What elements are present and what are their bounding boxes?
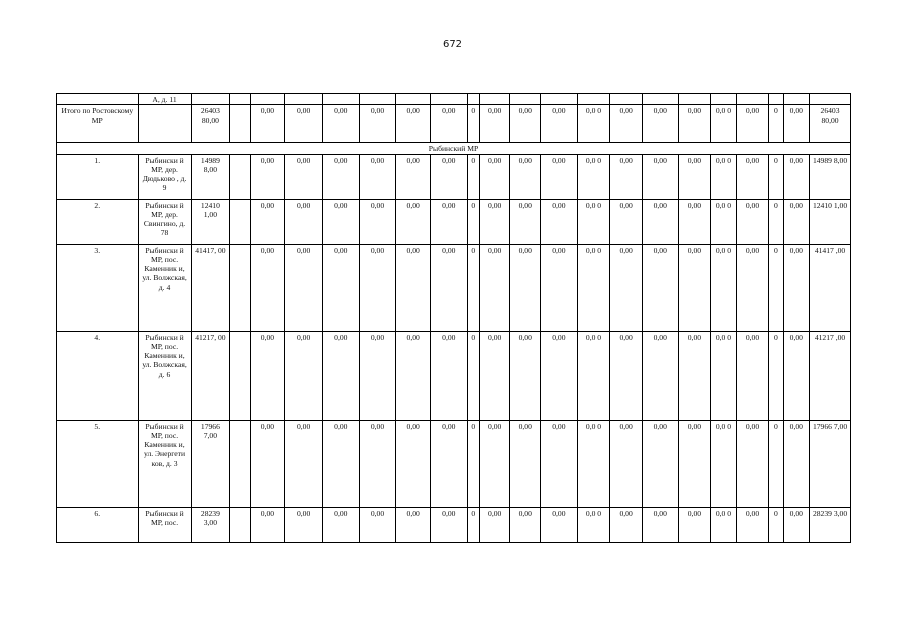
- address-cell: Рыбински й МР, дер. Свингино, д. 78: [138, 199, 191, 244]
- value-cell: 0,00: [250, 420, 285, 507]
- value-cell: [230, 199, 250, 244]
- value-cell: 0,00: [359, 244, 396, 331]
- value-cell: 0,00: [610, 105, 643, 143]
- value-cell: 0,00: [430, 420, 467, 507]
- value-cell: 0,00: [250, 331, 285, 420]
- value-cell: 0,00: [783, 420, 810, 507]
- value-cell: 0,00: [736, 331, 769, 420]
- value-cell: 28239 3,00: [810, 507, 851, 542]
- row-label-cell: 6.: [57, 507, 139, 542]
- value-cell: 0,00: [396, 244, 431, 331]
- value-cell: 0,0 0: [711, 199, 736, 244]
- value-cell: 0,00: [250, 105, 285, 143]
- address-cell: [138, 105, 191, 143]
- value-cell: 0,00: [285, 199, 323, 244]
- value-cell: 0,00: [430, 154, 467, 199]
- value-cell: [230, 420, 250, 507]
- value-cell: 0,00: [322, 507, 359, 542]
- value-cell: 17966 7,00: [191, 420, 230, 507]
- value-cell: 0,00: [510, 154, 541, 199]
- value-cell: 0,00: [479, 154, 510, 199]
- value-cell: 0,0 0: [711, 154, 736, 199]
- row-label-cell: 5.: [57, 420, 139, 507]
- value-cell: 0,0 0: [577, 331, 610, 420]
- value-cell: 0,00: [430, 199, 467, 244]
- value-cell: 0,00: [736, 154, 769, 199]
- value-cell: 0: [467, 199, 479, 244]
- value-cell: 0,00: [479, 199, 510, 244]
- address-cell: Рыбински й МР, дер. Дюдьково , д. 9: [138, 154, 191, 199]
- value-cell: 0,00: [541, 420, 578, 507]
- value-cell: 0,00: [430, 244, 467, 331]
- value-cell: 0,00: [678, 420, 711, 507]
- value-cell: 0,00: [783, 331, 810, 420]
- value-cell: 0,00: [285, 105, 323, 143]
- value-cell: 0,0 0: [577, 105, 610, 143]
- section-title: Рыбинский МР: [57, 143, 851, 154]
- value-cell: 0,00: [610, 244, 643, 331]
- value-cell: 0: [769, 420, 783, 507]
- value-cell: 0,00: [610, 507, 643, 542]
- value-cell: [230, 331, 250, 420]
- page-number: 672: [442, 39, 463, 50]
- value-cell: 0,00: [396, 507, 431, 542]
- value-cell: 0: [769, 154, 783, 199]
- table-row: [57, 331, 851, 420]
- table-row-top: [57, 94, 851, 105]
- value-cell: 0: [467, 331, 479, 420]
- value-cell: 0,00: [396, 105, 431, 143]
- value-cell: 0,00: [359, 507, 396, 542]
- table-row: [57, 244, 851, 331]
- value-cell: 0,00: [541, 105, 578, 143]
- value-cell: 12410 1,00: [810, 199, 851, 244]
- value-cell: 0,00: [359, 331, 396, 420]
- value-cell: 0,00: [678, 154, 711, 199]
- value-cell: 0,00: [510, 420, 541, 507]
- value-cell: 0,00: [322, 199, 359, 244]
- value-cell: 0,00: [610, 331, 643, 420]
- value-cell: 0,00: [783, 507, 810, 542]
- address-cell: Рыбински й МР, пос. Каменник и, ул. Энергети ков, д. 3: [138, 420, 191, 507]
- value-cell: 0,0 0: [577, 244, 610, 331]
- table-row: [57, 154, 851, 199]
- value-cell: 0,00: [783, 244, 810, 331]
- value-cell: 17966 7,00: [810, 420, 851, 507]
- value-cell: 0,00: [430, 105, 467, 143]
- value-cell: 0,00: [396, 154, 431, 199]
- value-cell: 0,00: [678, 105, 711, 143]
- value-cell: 0,00: [642, 199, 678, 244]
- value-cell: 28239 3,00: [191, 507, 230, 542]
- value-cell: 0,00: [430, 331, 467, 420]
- address-cell: А, д. 11: [138, 94, 191, 105]
- value-cell: 0,0 0: [711, 105, 736, 143]
- value-cell: 0,0 0: [711, 244, 736, 331]
- value-cell: [230, 244, 250, 331]
- value-cell: 0,00: [359, 199, 396, 244]
- value-cell: 0,00: [678, 244, 711, 331]
- section-header-row: [57, 143, 851, 154]
- table-row-total: [57, 105, 851, 143]
- value-cell: 0,0 0: [577, 420, 610, 507]
- value-cell: 0,0 0: [711, 507, 736, 542]
- value-cell: 0,00: [736, 199, 769, 244]
- value-cell: 14989 8,00: [810, 154, 851, 199]
- value-cell: 0,00: [642, 420, 678, 507]
- value-cell: 0,00: [510, 507, 541, 542]
- value-cell: 0: [769, 244, 783, 331]
- value-cell: 0,00: [430, 507, 467, 542]
- value-cell: 0,00: [359, 420, 396, 507]
- value-cell: 0,0 0: [711, 331, 736, 420]
- register-body: [57, 94, 851, 543]
- value-cell: 0,00: [610, 199, 643, 244]
- value-cell: 0,00: [250, 507, 285, 542]
- value-cell: 0,00: [285, 507, 323, 542]
- value-cell: 0,00: [359, 105, 396, 143]
- address-cell: Рыбински й МР, пос. Каменник и, ул. Волжская, д. 4: [138, 244, 191, 331]
- value-cell: 0,00: [642, 154, 678, 199]
- value-cell: 0,00: [250, 244, 285, 331]
- value-cell: 0,00: [610, 154, 643, 199]
- value-cell: 14989 8,00: [191, 154, 230, 199]
- value-cell: 26403 80,00: [191, 105, 230, 143]
- value-cell: 0,00: [322, 105, 359, 143]
- value-cell: 41217 ,00: [810, 331, 851, 420]
- value-cell: 0,00: [678, 331, 711, 420]
- value-cell: 0,0 0: [577, 507, 610, 542]
- value-cell: 0,00: [479, 105, 510, 143]
- value-cell: 0,00: [322, 244, 359, 331]
- value-cell: 0,00: [479, 244, 510, 331]
- value-cell: 0: [467, 105, 479, 143]
- value-cell: 0: [769, 199, 783, 244]
- value-cell: 0,00: [736, 244, 769, 331]
- value-cell: 0,00: [783, 105, 810, 143]
- value-cell: 0,00: [678, 199, 711, 244]
- value-cell: 0: [769, 331, 783, 420]
- value-cell: 0: [467, 507, 479, 542]
- value-cell: 0,00: [541, 154, 578, 199]
- value-cell: 0: [467, 420, 479, 507]
- value-cell: 0,00: [541, 331, 578, 420]
- value-cell: 0,00: [510, 244, 541, 331]
- value-cell: 0,00: [610, 420, 643, 507]
- value-cell: 0,00: [479, 331, 510, 420]
- value-cell: 0,00: [322, 420, 359, 507]
- address-cell: Рыбински й МР, пос.: [138, 507, 191, 542]
- value-cell: 0,00: [396, 199, 431, 244]
- value-cell: 0,00: [285, 244, 323, 331]
- value-cell: 0,00: [285, 154, 323, 199]
- value-cell: 0,00: [783, 154, 810, 199]
- value-cell: 41417 ,00: [810, 244, 851, 331]
- table-row: [57, 420, 851, 507]
- value-cell: [230, 154, 250, 199]
- table-row: [57, 507, 851, 542]
- value-cell: 0,00: [541, 507, 578, 542]
- value-cell: 12410 1,00: [191, 199, 230, 244]
- value-cell: 0: [769, 507, 783, 542]
- value-cell: 0,00: [285, 420, 323, 507]
- value-cell: [230, 105, 250, 143]
- value-cell: 0,00: [250, 154, 285, 199]
- row-label-cell: 3.: [57, 244, 139, 331]
- value-cell: 0,00: [541, 199, 578, 244]
- value-cell: 0,00: [642, 331, 678, 420]
- value-cell: 41217, 00: [191, 331, 230, 420]
- value-cell: 0,00: [285, 331, 323, 420]
- value-cell: 0,00: [510, 199, 541, 244]
- value-cell: 0,00: [510, 331, 541, 420]
- address-cell: Рыбински й МР, пос. Каменник и, ул. Волжская, д. 6: [138, 331, 191, 420]
- row-label-cell: 2.: [57, 199, 139, 244]
- value-cell: 0,00: [541, 244, 578, 331]
- value-cell: 0,00: [642, 507, 678, 542]
- value-cell: 26403 80,00: [810, 105, 851, 143]
- value-cell: 0,00: [396, 331, 431, 420]
- value-cell: 0,00: [322, 154, 359, 199]
- value-cell: 0: [769, 105, 783, 143]
- value-cell: 0,00: [642, 105, 678, 143]
- value-cell: 0,0 0: [577, 154, 610, 199]
- value-cell: 0,00: [510, 105, 541, 143]
- value-cell: 0,00: [322, 331, 359, 420]
- value-cell: 0,0 0: [711, 420, 736, 507]
- row-label-cell: 4.: [57, 331, 139, 420]
- value-cell: 0: [467, 154, 479, 199]
- value-cell: 0,00: [736, 507, 769, 542]
- row-label-cell: 1.: [57, 154, 139, 199]
- value-cell: 0,00: [479, 420, 510, 507]
- value-cell: [230, 507, 250, 542]
- table-row: [57, 199, 851, 244]
- value-cell: 41417, 00: [191, 244, 230, 331]
- value-cell: 0,00: [250, 199, 285, 244]
- value-cell: 0,0 0: [577, 199, 610, 244]
- value-cell: 0,00: [736, 105, 769, 143]
- value-cell: 0,00: [479, 507, 510, 542]
- value-cell: 0,00: [359, 154, 396, 199]
- register-table: [56, 93, 851, 543]
- value-cell: 0,00: [642, 244, 678, 331]
- value-cell: 0: [467, 244, 479, 331]
- row-label-cell: Итого по Ростовскому МР: [57, 105, 139, 143]
- value-cell: 0,00: [678, 507, 711, 542]
- value-cell: 0,00: [783, 199, 810, 244]
- value-cell: 0,00: [396, 420, 431, 507]
- value-cell: 0,00: [736, 420, 769, 507]
